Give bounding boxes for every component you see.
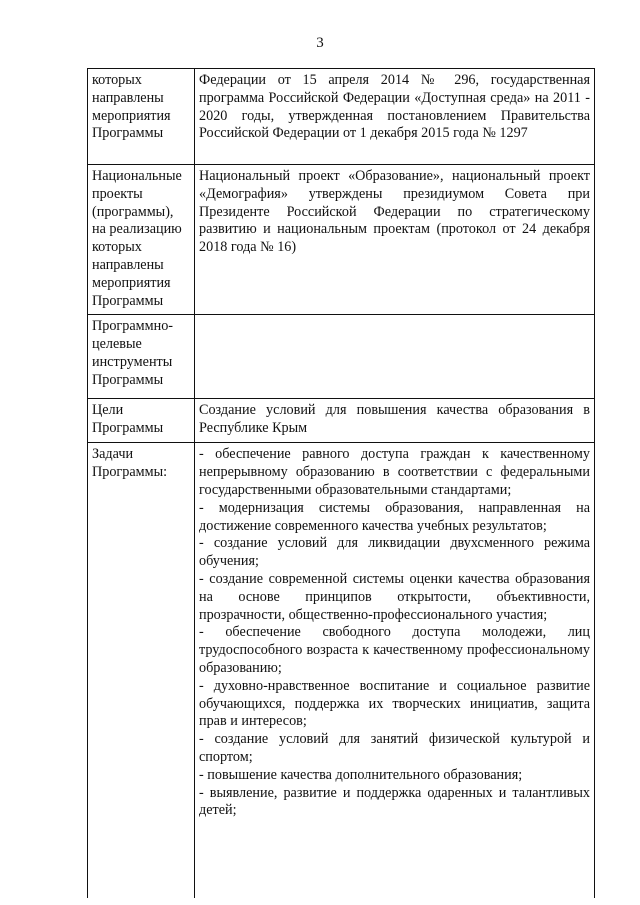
row-content: Федерации от 15 апреля 2014 № 296, государственная программа Российской Федерации «Доступная среда» на 2011 - 2020 годы, утвержденная постановлением Правительства Российской Федерации от 1 декабря 2015 года № 1297 xyxy=(195,69,595,165)
table-row xyxy=(88,443,595,899)
task-item: - обеспечение свободного доступа молодежи, лиц трудоспособного возраста к качественному профессиональному образованию; xyxy=(199,624,590,676)
task-item: - модернизация системы образования, направленная на достижение современного качества учебных результатов; xyxy=(199,499,590,534)
table-row xyxy=(88,399,595,443)
task-item: - создание условий для занятий физической культурой и спортом; xyxy=(199,731,590,765)
row-label: Задачи Программы: xyxy=(88,443,195,899)
task-item: - обеспечение равного доступа граждан к качественному непрерывному образованию в соответствии с федеральными государственными образовательными стандартами; xyxy=(199,446,590,498)
table-row xyxy=(88,69,595,165)
task-item: - духовно-нравственное воспитание и социальное развитие обучающихся, поддержка их творческих инициатив, защита прав и интересов; xyxy=(199,677,590,730)
page-number: 3 xyxy=(316,35,324,51)
row-content: Создание условий для повышения качества образования в Республике Крым xyxy=(195,399,595,443)
row-label: Национальные проекты (программы), на реализацию которых направлены мероприятия Программы xyxy=(88,165,195,315)
program-passport-table xyxy=(87,68,595,898)
table-row xyxy=(88,315,595,399)
task-item: - повышение качества дополнительного образования; xyxy=(199,766,523,783)
task-item: - выявление, развитие и поддержка одаренных и талантливых детей; xyxy=(199,784,590,819)
row-content: Национальный проект «Образование», национальный проект «Демография» утверждены президиумом Совета при Президенте Российской Федерации по стратегическому развитию и национальным проектам (протокол от 24 декабря 2018 года № 16) xyxy=(195,165,595,315)
row-content xyxy=(195,315,595,399)
row-label: Программно-целевые инструменты Программы xyxy=(88,315,195,399)
row-label: которых направлены мероприятия Программы xyxy=(88,69,195,165)
tasks-list xyxy=(195,443,595,899)
row-label: Цели Программы xyxy=(88,399,195,443)
task-item: - создание современной системы оценки качества образования на основе принципов открытости, объективности, прозрачности, общественно-профессионального участия; xyxy=(199,570,590,623)
task-item: - создание условий для ликвидации двухсменного режима обучения; xyxy=(199,535,590,570)
table-row xyxy=(88,165,595,315)
